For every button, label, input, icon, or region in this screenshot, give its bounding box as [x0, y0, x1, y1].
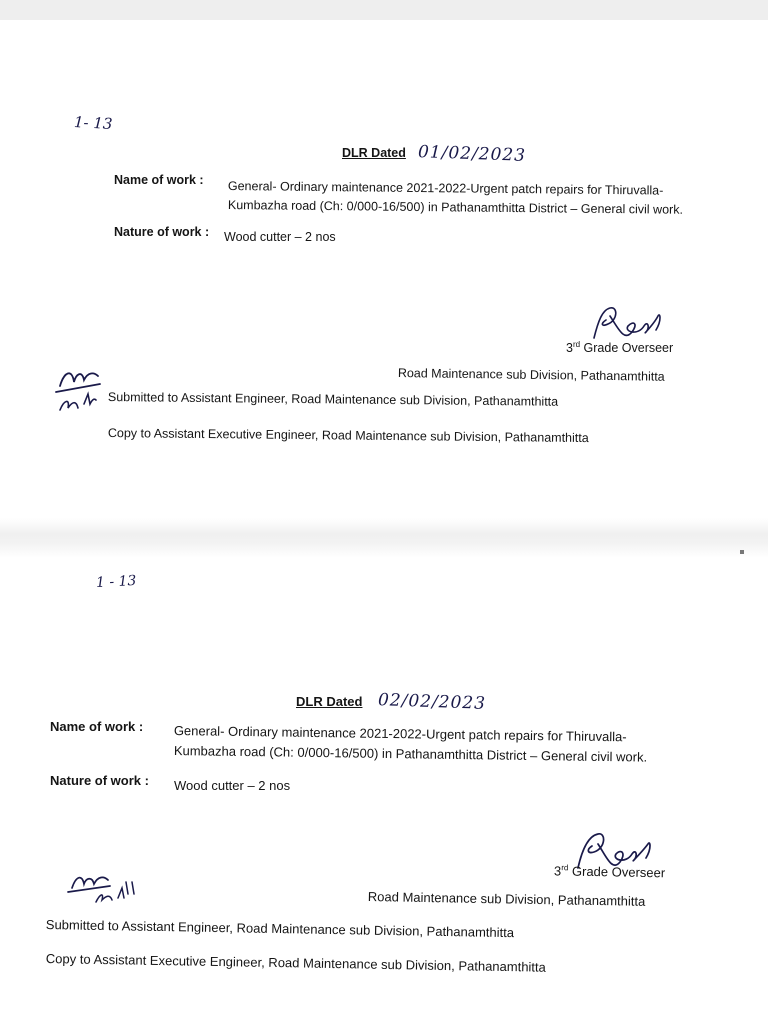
nature-of-work-value: Wood cutter – 2 nos — [224, 230, 336, 244]
copy-to-line: Copy to Assistant Executive Engineer, Road Maintenance sub Division, Pathanamthitta — [107, 425, 589, 446]
name-of-work-line-2: Kumbazha road (Ch: 0/000-16/500) in Pathanamthitta District – General civil work. — [227, 197, 684, 217]
name-of-work-line-1: General- Ordinary maintenance 2021-2022-Urgent patch repairs for Thiruvalla- — [173, 722, 627, 745]
office-name: Road Maintenance sub Division, Pathanamthitta — [397, 365, 665, 384]
nature-of-work-value: Wood cutter – 2 nos — [174, 778, 291, 793]
copy-to-line: Copy to Assistant Executive Engineer, Road Maintenance sub Division, Pathanamthitta — [45, 950, 546, 975]
designation: 3rd Grade Overseer — [566, 340, 674, 356]
nature-of-work-label: Nature of work : — [50, 773, 149, 788]
nature-of-work-label: Nature of work : — [114, 225, 210, 239]
office-name: Road Maintenance sub Division, Pathanamthitta — [367, 888, 646, 909]
designation: 3rd Grade Overseer — [553, 863, 666, 881]
name-of-work-line-1: General- Ordinary maintenance 2021-2022-Urgent patch repairs for Thiruvalla- — [227, 178, 664, 198]
name-of-work-label: Name of work : — [50, 719, 144, 734]
scan-page-gap — [0, 518, 768, 558]
dlr-date-handwritten: 02/02/2023 — [377, 690, 487, 714]
dlr-dated-label: DLR Dated — [342, 146, 406, 160]
initials-annotation — [54, 364, 104, 422]
submitted-to-line: Submitted to Assistant Engineer, Road Maintenance sub Division, Pathanamthitta — [107, 389, 559, 409]
initials-annotation — [66, 870, 142, 908]
submitted-to-line: Submitted to Assistant Engineer, Road Maintenance sub Division, Pathanamthitta — [45, 916, 515, 941]
page-reference-handwritten: 1- 13 — [73, 113, 113, 133]
name-of-work-label: Name of work : — [114, 173, 204, 187]
letter-sheet-2 — [0, 558, 768, 1024]
name-of-work-line-2: Kumbazha road (Ch: 0/000-16/500) in Pathanamthitta District – General civil work. — [173, 742, 648, 765]
dlr-dated-label: DLR Dated — [296, 694, 363, 709]
scan-speck — [740, 550, 744, 554]
page-reference-handwritten: 1 - 13 — [95, 572, 137, 592]
dlr-date-handwritten: 01/02/2023 — [417, 142, 527, 166]
